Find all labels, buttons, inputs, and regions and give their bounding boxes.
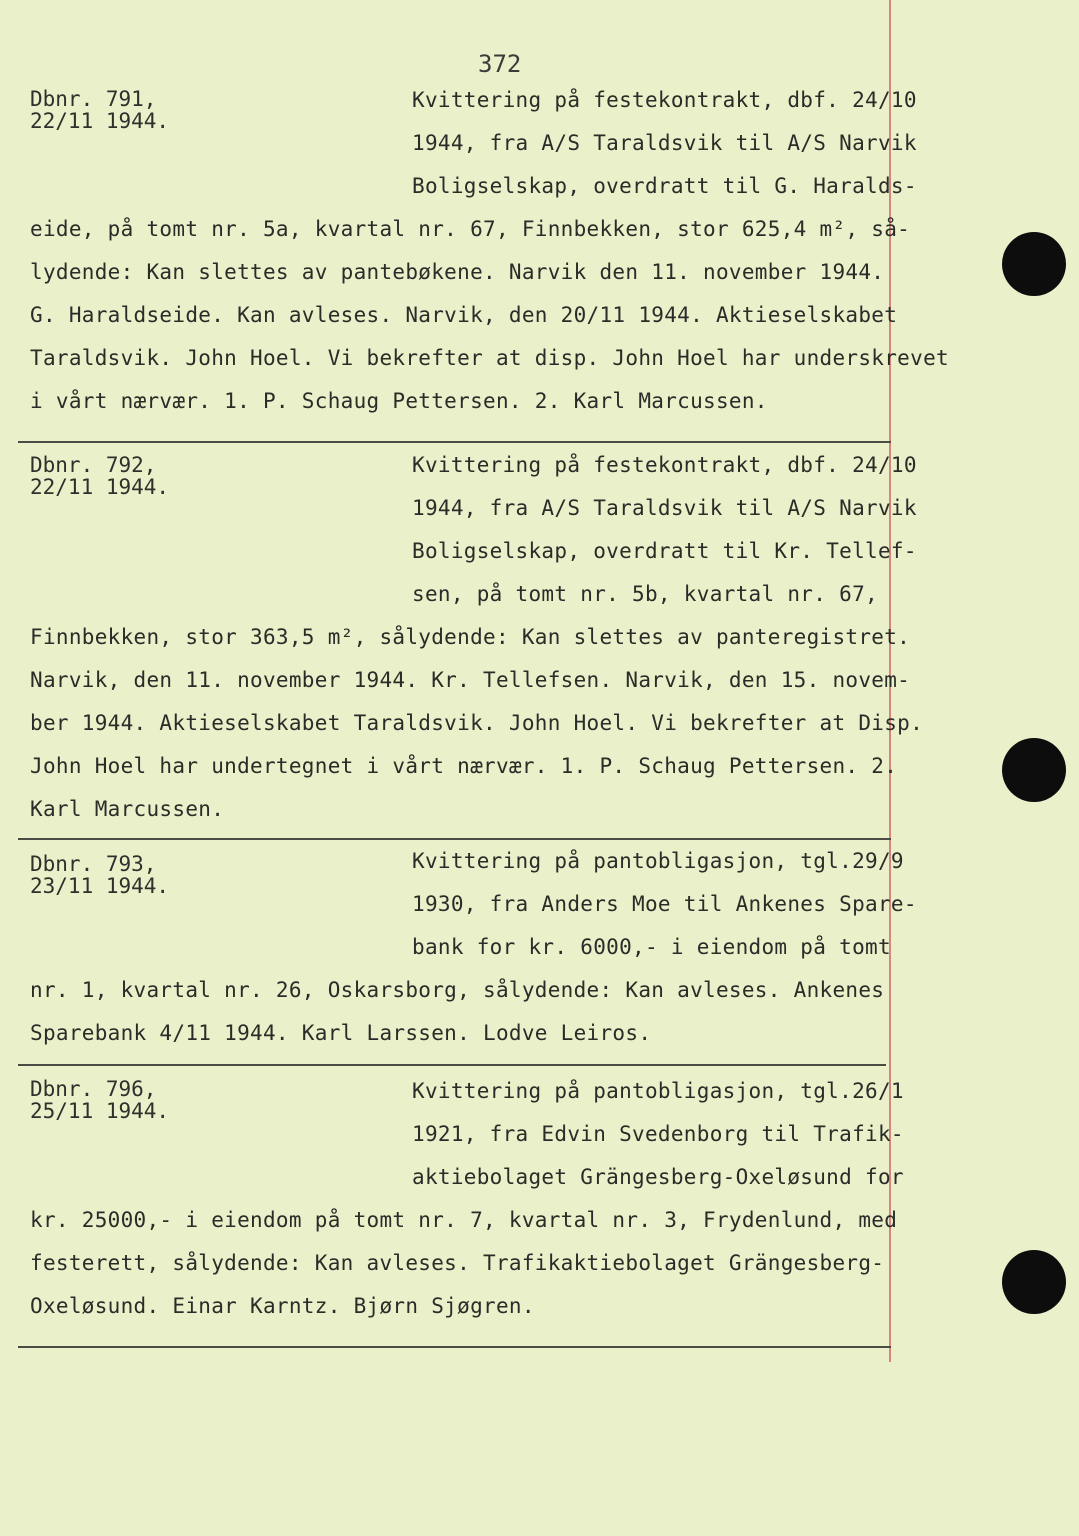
entry-line: Boligselskap, overdratt til Kr. Tellef- bbox=[412, 539, 917, 563]
entry-line: kr. 25000,- i eiendom på tomt nr. 7, kvartal nr. 3, Frydenlund, med bbox=[30, 1208, 898, 1232]
entry-line: Narvik, den 11. november 1944. Kr. Tellefsen. Narvik, den 15. novem- bbox=[30, 668, 911, 692]
entry-line: 1944, fra A/S Taraldsvik til A/S Narvik bbox=[412, 131, 917, 155]
entry-line: 1930, fra Anders Moe til Ankenes Spare- bbox=[412, 892, 917, 916]
entry-line: i vårt nærvær. 1. P. Schaug Pettersen. 2. Karl Marcussen. bbox=[30, 389, 768, 413]
entry-dbnr: Dbnr. 796, bbox=[30, 1077, 157, 1101]
entry-line: festerett, sålydende: Kan avleses. Trafikaktiebolaget Grängesberg- bbox=[30, 1251, 885, 1275]
entry-line: aktiebolaget Grängesberg-Oxeløsund for bbox=[412, 1165, 904, 1189]
entry-date: 25/11 1944. bbox=[30, 1099, 170, 1123]
entry-line: Finnbekken, stor 363,5 m², sålydende: Kan slettes av panteregistret. bbox=[30, 625, 911, 649]
entry-line: bank for kr. 6000,- i eiendom på tomt bbox=[412, 935, 891, 959]
entry-line: Oxeløsund. Einar Karntz. Bjørn Sjøgren. bbox=[30, 1294, 535, 1318]
entry-line: eide, på tomt nr. 5a, kvartal nr. 67, Finnbekken, stor 625,4 m², så- bbox=[30, 217, 911, 241]
entry-date: 22/11 1944. bbox=[30, 475, 170, 499]
entry-line: nr. 1, kvartal nr. 26, Oskarsborg, sålydende: Kan avleses. Ankenes bbox=[30, 978, 885, 1002]
punch-hole bbox=[1002, 1250, 1066, 1314]
entry-line: sen, på tomt nr. 5b, kvartal nr. 67, bbox=[412, 582, 878, 606]
entry-line: Kvittering på festekontrakt, dbf. 24/10 bbox=[412, 453, 917, 477]
entry-dbnr: Dbnr. 791, bbox=[30, 87, 157, 111]
entry-line: Kvittering på pantobligasjon, tgl.26/1 bbox=[412, 1079, 904, 1103]
entry-dbnr: Dbnr. 793, bbox=[30, 852, 157, 876]
entry-line: Taraldsvik. John Hoel. Vi bekrefter at disp. John Hoel har underskrevet bbox=[30, 346, 949, 370]
entry-line: Sparebank 4/11 1944. Karl Larssen. Lodve Leiros. bbox=[30, 1021, 652, 1045]
entry-line: John Hoel har undertegnet i vårt nærvær. 1. P. Schaug Pettersen. 2. bbox=[30, 754, 898, 778]
page-number: 372 bbox=[478, 50, 522, 78]
entry-line: lydende: Kan slettes av pantebøkene. Narvik den 11. november 1944. bbox=[30, 260, 885, 284]
entry-line: Boligselskap, overdratt til G. Haralds- bbox=[412, 174, 917, 198]
entry-line: G. Haraldseide. Kan avleses. Narvik, den 20/11 1944. Aktieselskabet bbox=[30, 303, 898, 327]
separator-line bbox=[18, 1346, 891, 1348]
entry-line: ber 1944. Aktieselskabet Taraldsvik. John Hoel. Vi bekrefter at Disp. bbox=[30, 711, 924, 735]
entry-line: Karl Marcussen. bbox=[30, 797, 225, 821]
separator-line bbox=[18, 441, 891, 443]
punch-hole bbox=[1002, 738, 1066, 802]
separator-line bbox=[18, 1064, 886, 1066]
entry-date: 23/11 1944. bbox=[30, 874, 170, 898]
entry-date: 22/11 1944. bbox=[30, 109, 170, 133]
entry-line: Kvittering på festekontrakt, dbf. 24/10 bbox=[412, 88, 917, 112]
entry-dbnr: Dbnr. 792, bbox=[30, 453, 157, 477]
punch-hole bbox=[1002, 232, 1066, 296]
entry-line: 1921, fra Edvin Svedenborg til Trafik- bbox=[412, 1122, 904, 1146]
entry-line: Kvittering på pantobligasjon, tgl.29/9 bbox=[412, 849, 904, 873]
entry-line: 1944, fra A/S Taraldsvik til A/S Narvik bbox=[412, 496, 917, 520]
separator-line bbox=[18, 838, 891, 840]
